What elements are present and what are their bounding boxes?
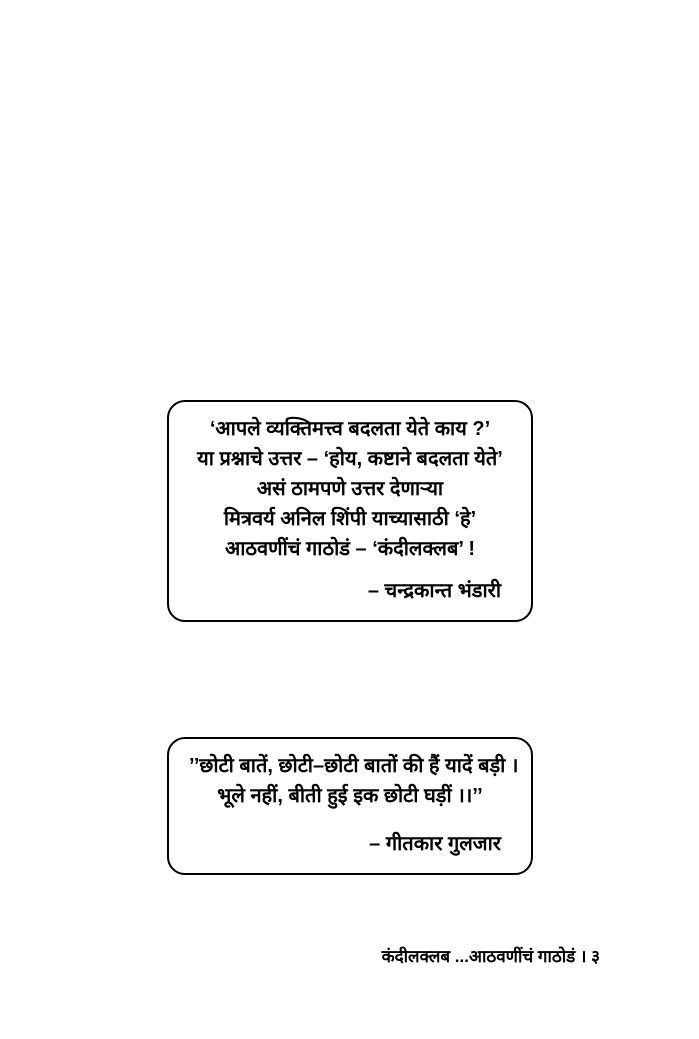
- page-number: ३: [591, 947, 600, 966]
- quote-line: ‘आपले व्यक्तिमत्त्व बदलता येते काय ?’: [209, 418, 491, 440]
- footer-separator: ।: [579, 947, 587, 966]
- attribution-chandrakant-bhandari: – चन्द्रकान्त भंडारी: [367, 580, 501, 602]
- couplet-quote-text: [189, 751, 519, 811]
- couplet-quote-box: [167, 737, 533, 875]
- dedication-quote-box: [167, 400, 533, 622]
- quote-line: भूले नहीं, बीती हुई इक छोटी घड़ीं ।।’’: [217, 785, 483, 807]
- quote-line: या प्रश्नाचे उत्तर – ‘होय, कष्टाने बदलता येते’: [197, 448, 503, 470]
- quote-line: आठवणींचं गाठोडं – ‘कंदीलक्लब’ !: [224, 538, 476, 560]
- quote-line: मित्रवर्य अनिल शिंपी याच्यासाठी ‘हे’: [223, 508, 477, 530]
- attribution-gulzar: – गीतकार गुलजार: [369, 833, 501, 855]
- dedication-quote-text: [189, 414, 511, 564]
- quote-line: ’’छोटी बातें, छोटी–छोटी बातों की हैं यादें बड़ी ।: [189, 755, 519, 777]
- page-footer: [382, 946, 600, 968]
- quote-line: असं ठामपणे उत्तर देणाऱ्या: [256, 478, 444, 500]
- running-title: कंदीलक्लब ...आठवणींचं गाठोडं: [381, 947, 576, 966]
